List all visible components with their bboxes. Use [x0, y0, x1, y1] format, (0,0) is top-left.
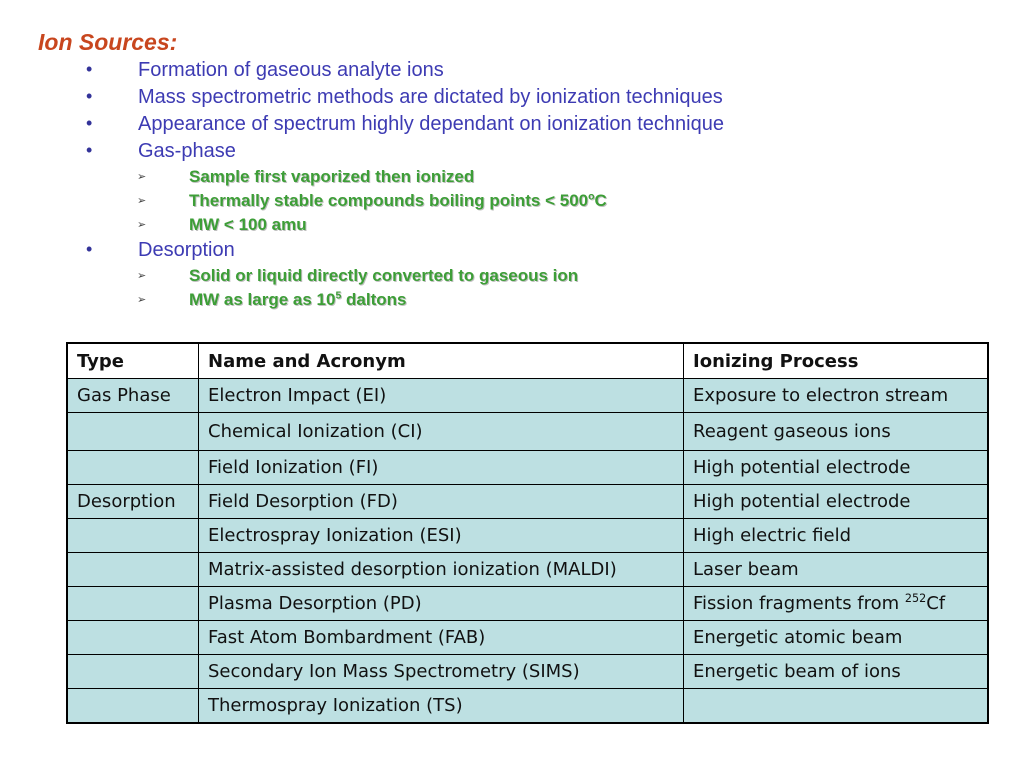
sub-bullet-item [137, 190, 607, 211]
bullet-item [86, 140, 236, 163]
sub-bullet-item [137, 167, 475, 187]
cell-name: Field Desorption (FD) [199, 485, 684, 519]
bullet-icon: • [86, 113, 93, 133]
isotope-symbol: Cf [926, 593, 946, 614]
cell-process [684, 587, 989, 621]
cell-type [67, 587, 199, 621]
table-row [67, 485, 988, 519]
cell-type [67, 689, 199, 724]
cell-name: Electron Impact (EI) [199, 379, 684, 413]
bullet-text: Formation of gaseous analyte ions [138, 59, 444, 81]
cell-process: Exposure to electron stream [684, 379, 989, 413]
cell-type [67, 655, 199, 689]
arrow-icon: ➢ [137, 219, 147, 231]
cell-type [67, 413, 199, 451]
bullet-icon: • [86, 239, 93, 259]
degree-superscript: o [588, 190, 595, 203]
cell-process [684, 689, 989, 724]
arrow-icon: ➢ [137, 195, 147, 207]
bullet-text: Desorption [138, 239, 235, 261]
table-row [67, 587, 988, 621]
cell-name: Chemical Ionization (CI) [199, 413, 684, 451]
sub-bullet-text: Sample first vaporized then ionized [189, 167, 475, 186]
ion-sources-table [66, 342, 989, 724]
bullet-item [86, 59, 444, 82]
table-header-row [67, 343, 988, 379]
arrow-icon: ➢ [137, 294, 147, 306]
cell-type [67, 621, 199, 655]
cell-process: Laser beam [684, 553, 989, 587]
cell-name: Secondary Ion Mass Spectrometry (SIMS) [199, 655, 684, 689]
cell-process: High electric field [684, 519, 989, 553]
cell-type: Desorption [67, 485, 199, 519]
table-row [67, 451, 988, 485]
sub-bullet-item [137, 289, 407, 310]
bullet-icon: • [86, 140, 93, 160]
table-row [67, 553, 988, 587]
cell-name: Electrospray Ionization (ESI) [199, 519, 684, 553]
sub-bullet-text: MW < 100 amu [189, 215, 307, 234]
table-row [67, 379, 988, 413]
cell-process: Reagent gaseous ions [684, 413, 989, 451]
unit-text: daltons [341, 290, 407, 309]
slide-title: Ion Sources: [38, 29, 178, 55]
header-process: Ionizing Process [684, 343, 989, 379]
table-row [67, 689, 988, 724]
pd-process-text: Fission fragments from [693, 593, 905, 614]
cell-type [67, 519, 199, 553]
cell-process: High potential electrode [684, 485, 989, 519]
table-row [67, 519, 988, 553]
cell-process: Energetic beam of ions [684, 655, 989, 689]
header-name: Name and Acronym [199, 343, 684, 379]
exponent-superscript: 5 [335, 289, 342, 302]
sub-bullet-text: MW as large as 10 [189, 290, 336, 309]
cell-name: Matrix-assisted desorption ionization (MALDI) [199, 553, 684, 587]
cell-type [67, 451, 199, 485]
bullet-text: Gas-phase [138, 140, 236, 162]
cell-type [67, 553, 199, 587]
celsius-unit: C [594, 191, 607, 210]
bullet-text: Mass spectrometric methods are dictated by ionization techniques [138, 86, 723, 108]
cell-name: Field Ionization (FI) [199, 451, 684, 485]
table-row [67, 413, 988, 451]
bullet-item [86, 86, 723, 109]
header-type: Type [67, 343, 199, 379]
arrow-icon: ➢ [137, 171, 147, 183]
sub-bullet-text: Thermally stable compounds boiling points < 500 [189, 191, 589, 210]
cell-name: Fast Atom Bombardment (FAB) [199, 621, 684, 655]
table-row [67, 655, 988, 689]
sub-bullet-item [137, 215, 307, 235]
cell-process: Energetic atomic beam [684, 621, 989, 655]
cell-process: High potential electrode [684, 451, 989, 485]
sub-bullet-text: Solid or liquid directly converted to gaseous ion [189, 266, 579, 285]
cell-type: Gas Phase [67, 379, 199, 413]
bullet-item [86, 239, 235, 262]
bullet-icon: • [86, 59, 93, 79]
bullet-text: Appearance of spectrum highly dependant on ionization technique [138, 113, 724, 135]
arrow-icon: ➢ [137, 270, 147, 282]
table-row [67, 621, 988, 655]
cell-name: Plasma Desorption (PD) [199, 587, 684, 621]
sub-bullet-item [137, 266, 579, 286]
bullet-icon: • [86, 86, 93, 106]
bullet-item [86, 113, 724, 136]
isotope-mass-superscript: 252 [904, 592, 927, 605]
cell-name: Thermospray Ionization (TS) [199, 689, 684, 724]
